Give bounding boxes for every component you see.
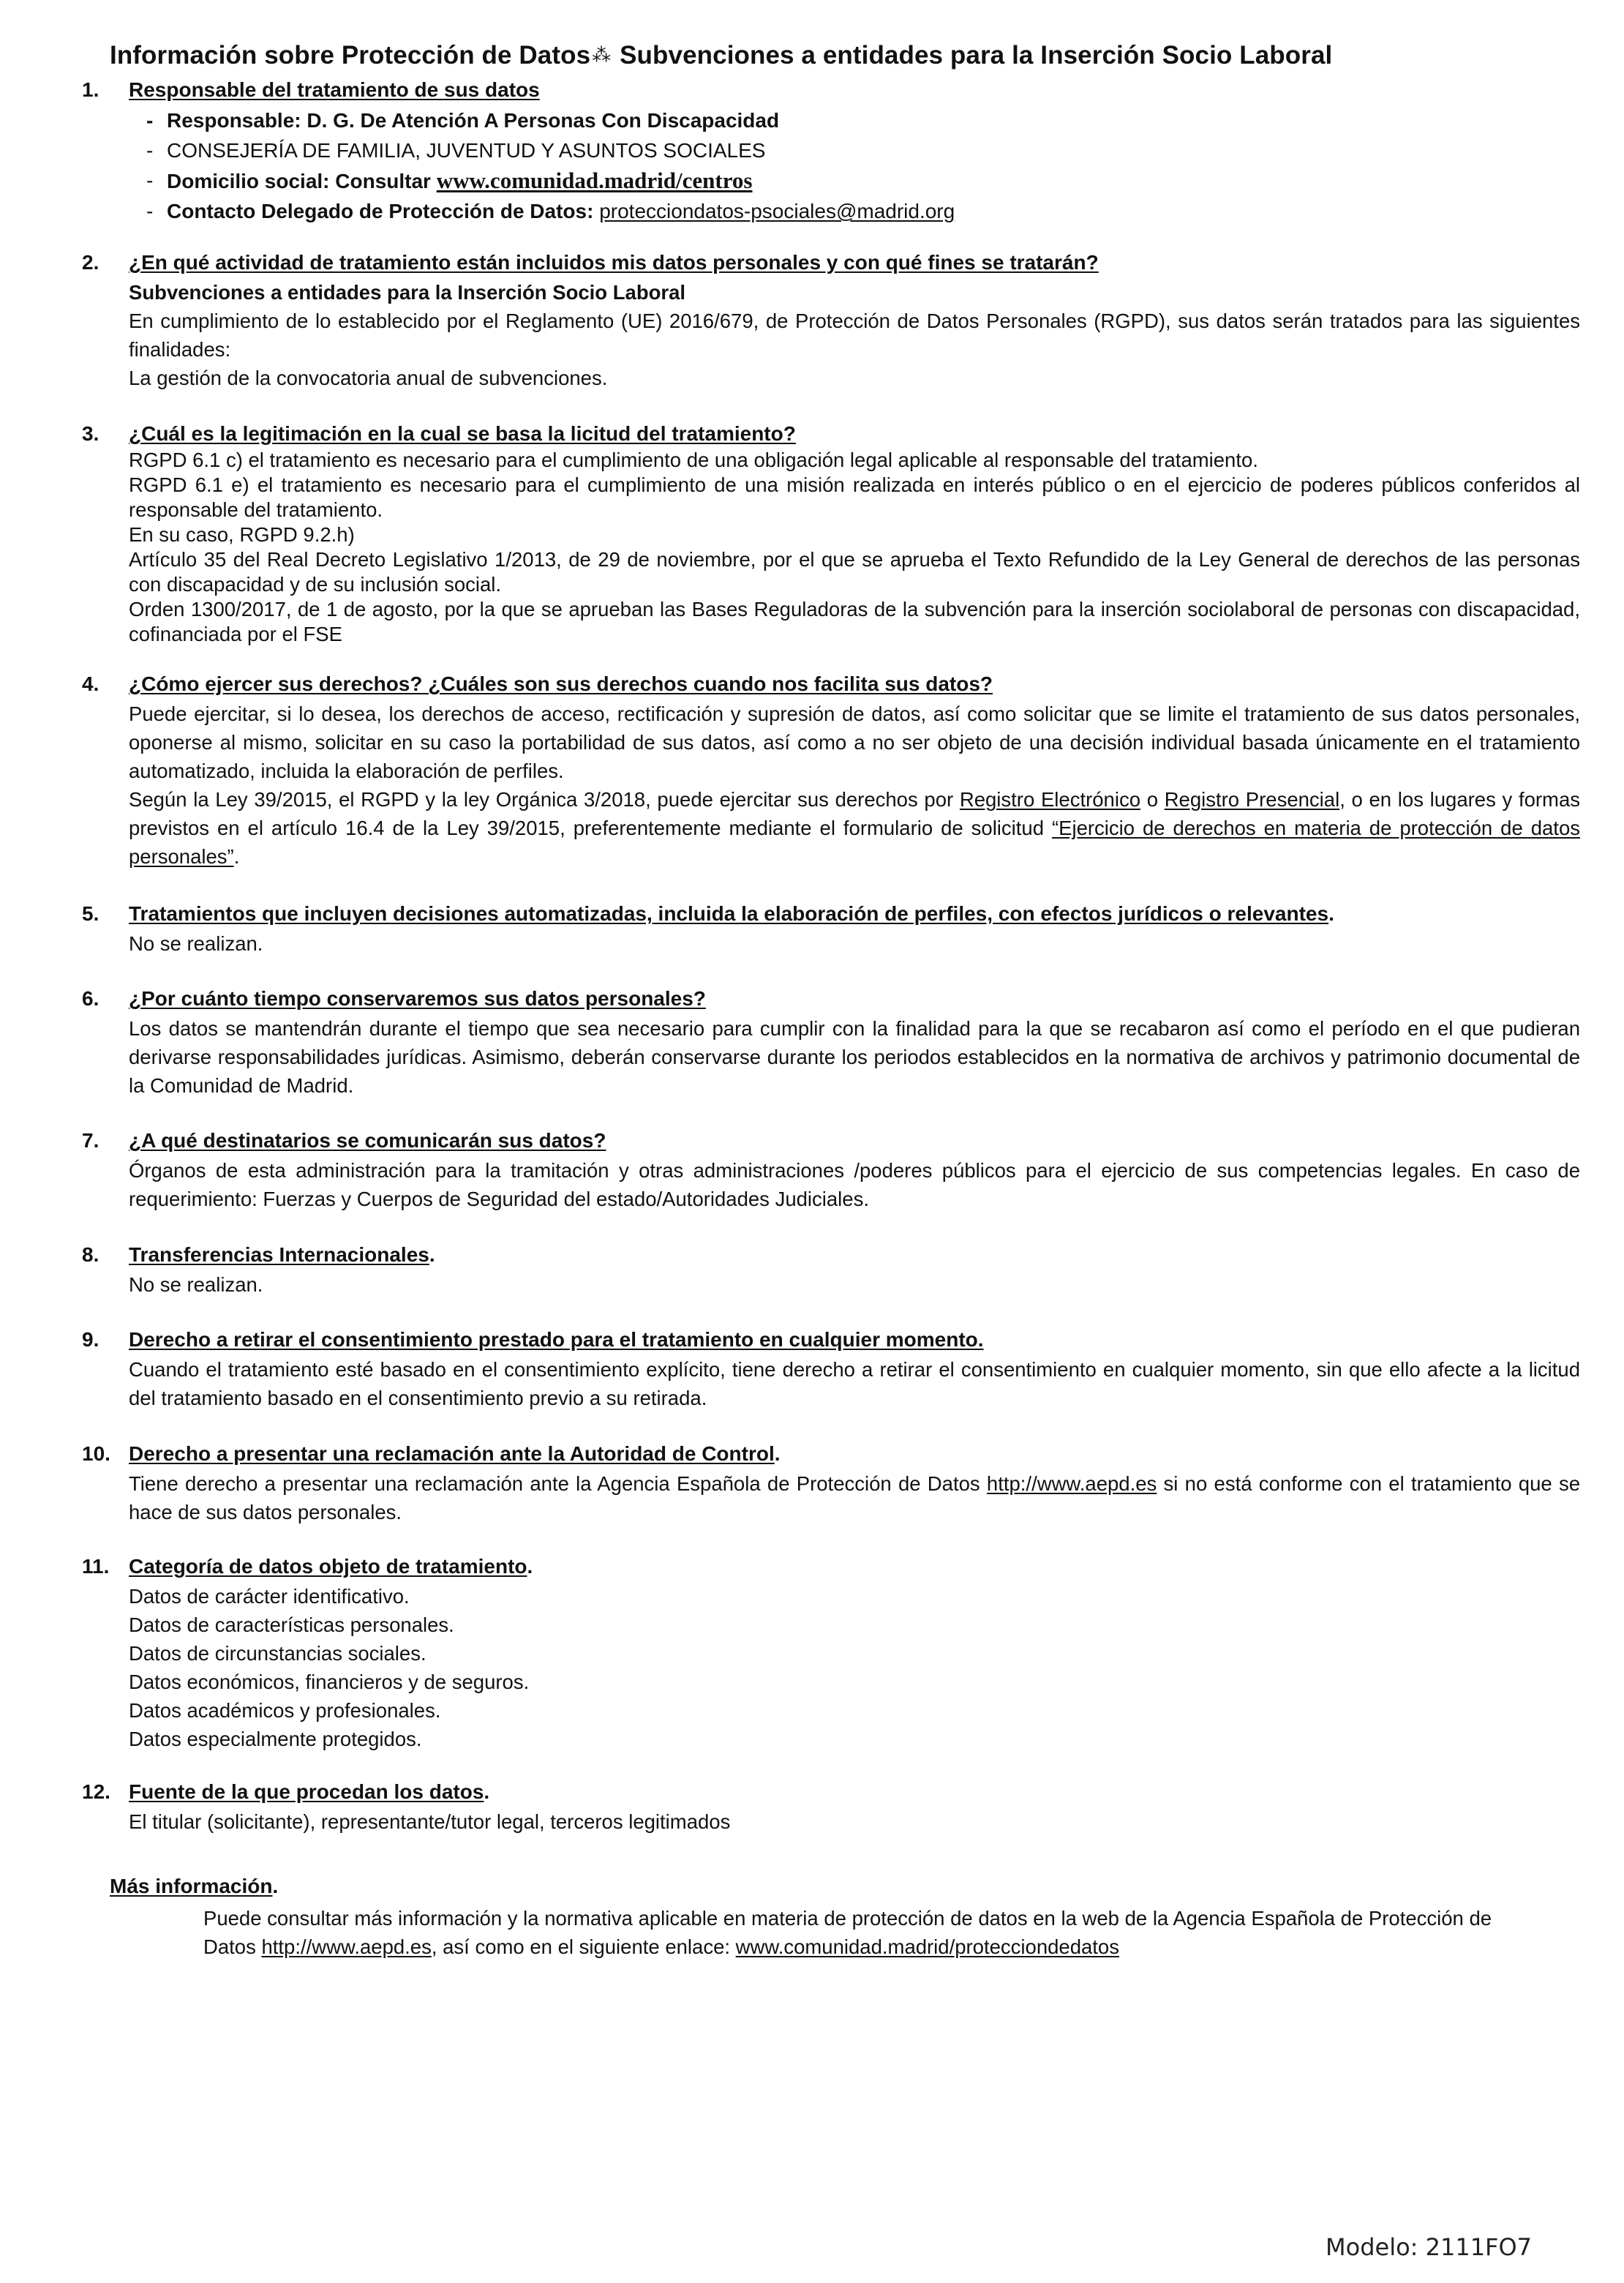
heading-text: Más información [110,1875,273,1897]
section-body [129,1469,1580,1526]
text-span: . [233,845,240,868]
heading-dot: . [429,1243,435,1266]
dpo-label: Contacto Delegado de Protección de Datos: [167,200,600,222]
heading-text: Categoría de datos objeto de tratamiento [129,1555,527,1578]
aepd-link[interactable]: http://www.aepd.es [986,1472,1157,1495]
responsible-list [146,105,955,226]
section-number: 4. [82,672,99,695]
page-title [110,41,1536,70]
heading-text: Tratamientos que incluyen decisiones automatizadas, incluida la elaboración de perfiles, con efectos jurídicos o relevantes [129,902,1329,925]
text-span: Según la Ley 39/2015, el RGPD y la ley Orgánica 3/2018, puede ejercitar sus derechos por [129,788,960,811]
section-heading: ¿En qué actividad de tratamiento están incluidos mis datos personales y con qué fines se tratarán? [129,251,1099,274]
title-glyph: ⁂ [592,44,612,66]
text-span: Tiene derecho a presentar una reclamación ante la Agencia Española de Protección de Datos [129,1472,987,1495]
paragraph: Órganos de esta administración para la tramitación y otras administraciones /poderes públicos para el ejercicio de sus competencias legales. En caso de requerimiento: Fuerzas y Cuerpos de Seguridad del estado/Autoridades Judiciales. [129,1159,1580,1210]
section-number: 6. [82,987,99,1010]
paragraph: En su caso, RGPD 9.2.h) [129,523,355,546]
list-item: Datos especialmente protegidos. [129,1728,422,1750]
heading-dot: . [484,1780,490,1803]
text-span: , o en los lugares y formas previstos en el artículo 16.4 de la Ley 39/2015, preferentemente mediante el formulario de solicitud [129,788,1581,839]
section-body [129,448,1580,647]
list-item: Datos de carácter identificativo. [129,1585,410,1608]
section-body [129,1270,1580,1299]
section-heading: ¿Cómo ejercer sus derechos? ¿Cuáles son sus derechos cuando nos facilita sus datos? [129,672,993,695]
section-body [129,1582,1580,1753]
section-body [129,1355,1580,1412]
paragraph: Los datos se mantendrán durante el tiempo que sea necesario para cumplir con la finalidad para la que se recabaron así como el período en el que pudieran derivarse responsabilidades jurídicas. Asimismo, deberán conservarse durante los periodos establecidos en la normativa de archivos y patrimonio documental de la Comunidad de Madrid. [129,1017,1580,1097]
section-number: 9. [82,1328,99,1351]
list-item: Datos económicos, financieros y de seguros. [129,1671,530,1693]
dpo-email-link[interactable]: protecciondatos-psociales@madrid.org [599,200,955,222]
list-item [146,165,955,196]
section-heading [129,1440,781,1468]
paragraph: RGPD 6.1 c) el tratamiento es necesario para el cumplimiento de una obligación legal aplicable al responsable del tratamiento. [129,449,1258,471]
centros-link[interactable]: www.comunidad.madrid/centros [436,168,753,193]
list-item [146,196,955,226]
text-span: Puede consultar más información y la normativa aplicable en materia de protección de datos en la web de la Agencia Española de Protección de Datos [203,1907,1492,1958]
paragraph: En cumplimiento de lo establecido por el Reglamento (UE) 2016/679, de Protección de Datos Personales (RGPD), sus datos serán tratados para las siguientes finalidades: [129,310,1580,361]
text-span: , así como en el siguiente enlace: [431,1935,736,1958]
paragraph: Artículo 35 del Real Decreto Legislativo 1/2013, de 29 de noviembre, por el que se aprueba el Texto Refundido de la Ley General de derechos de las personas con discapacidad y de su inclusión social. [129,548,1580,596]
paragraph [129,785,1580,871]
section-number: 8. [82,1243,99,1266]
text-span: o [1140,788,1165,811]
section-body [129,1807,1580,1836]
paragraph: La gestión de la convocatoria anual de subvenciones. [129,367,608,389]
title-part-1: Información sobre Protección de Datos [110,41,591,70]
section-heading [129,1553,533,1581]
list-item: - Responsable: D. G. De Atención A Personas Con Discapacidad [146,105,955,135]
paragraph: El titular (solicitante), representante/tutor legal, terceros legitimados [129,1810,731,1833]
more-info-heading [110,1875,278,1898]
paragraph: Puede ejercitar, si lo desea, los derechos de acceso, rectificación y supresión de datos, así como solicitar que se limite el tratamiento de sus datos personales, oponerse al mismo, solicitar en su caso la portabilidad de sus datos, así como a no ser objeto de una decisión individual basada únicamente en el tratamiento automatizado, incluida la elaboración de perfiles. [129,702,1580,782]
rights-form-link[interactable]: “Ejercicio de derechos en materia de protección de datos personales” [129,817,1580,868]
section-heading: ¿Cuál es la legitimación en la cual se basa la licitud del tratamiento? [129,422,796,445]
title-part-2: Subvenciones a entidades para la Inserción Socio Laboral [620,41,1333,70]
paragraph [129,1469,1580,1526]
section-number: 11. [82,1555,110,1578]
section-number: 12. [82,1780,110,1803]
section-number: 2. [82,251,99,274]
paragraph: RGPD 6.1 e) el tratamiento es necesario para el cumplimiento de una misión realizada en interés público o en el ejercicio de poderes públicos conferidos al responsable del tratamiento. [129,473,1580,521]
section-heading [129,1778,489,1806]
section-number: 1. [82,78,99,101]
section-heading: ¿Por cuánto tiempo conservaremos sus datos personales? [129,987,706,1010]
section-body [129,1014,1580,1100]
section-body [129,929,1580,958]
section-body [129,700,1580,871]
section-heading: Responsable del tratamiento de sus datos [129,78,540,101]
heading-dot: . [527,1555,533,1578]
section-subheading: Subvenciones a entidades para la Inserción Socio Laboral [129,281,686,304]
heading-dot: . [272,1875,279,1897]
aepd-link[interactable]: http://www.aepd.es [261,1935,432,1958]
heading-dot: . [1328,902,1334,925]
model-code: Modelo: 2111FO7 [1326,2233,1532,2261]
section-heading [129,1241,435,1269]
heading-text: Transferencias Internacionales [129,1243,429,1266]
more-info-body [203,1904,1535,1961]
list-item: Datos de circunstancias sociales. [129,1642,426,1665]
heading-dot: . [774,1442,781,1465]
section-body [129,1156,1580,1213]
section-heading: ¿A qué destinatarios se comunicarán sus datos? [129,1129,606,1152]
section-heading [129,900,1334,928]
paragraph: No se realizan. [129,932,263,955]
section-body [129,278,1580,392]
list-item: Datos académicos y profesionales. [129,1699,441,1722]
text-span: si no está conforme con el tratamiento que se hace de sus datos personales. [129,1472,1580,1523]
paragraph: Cuando el tratamiento esté basado en el consentimiento explícito, tiene derecho a retirar el consentimiento en cualquier momento, sin que ello afecte a la licitud del tratamiento basado en el consentimiento previo a su retirada. [129,1358,1580,1409]
section-number: 7. [82,1129,99,1152]
section-number: 5. [82,902,99,925]
proteccion-datos-link[interactable]: www.comunidad.madrid/protecciondedatos [735,1935,1119,1958]
paragraph: Orden 1300/2017, de 1 de agosto, por la que se aprueban las Bases Reguladoras de la subvención para la inserción sociolaboral de personas con discapacidad, cofinanciada por el FSE [129,598,1580,645]
section-number: 10. [82,1442,110,1465]
address-label: Domicilio social: Consultar [167,170,437,192]
paragraph: No se realizan. [129,1273,263,1296]
registro-presencial-link[interactable]: Registro Presencial [1164,788,1340,811]
section-heading: Derecho a retirar el consentimiento prestado para el tratamiento en cualquier momento. [129,1328,984,1351]
heading-text: Fuente de la que procedan los datos [129,1780,484,1803]
list-item: Datos de características personales. [129,1613,454,1636]
list-item: - CONSEJERÍA DE FAMILIA, JUVENTUD Y ASUNTOS SOCIALES [146,135,955,165]
heading-text: Derecho a presentar una reclamación ante la Autoridad de Control [129,1442,775,1465]
registro-electronico-link[interactable]: Registro Electrónico [959,788,1140,811]
section-number: 3. [82,422,99,445]
